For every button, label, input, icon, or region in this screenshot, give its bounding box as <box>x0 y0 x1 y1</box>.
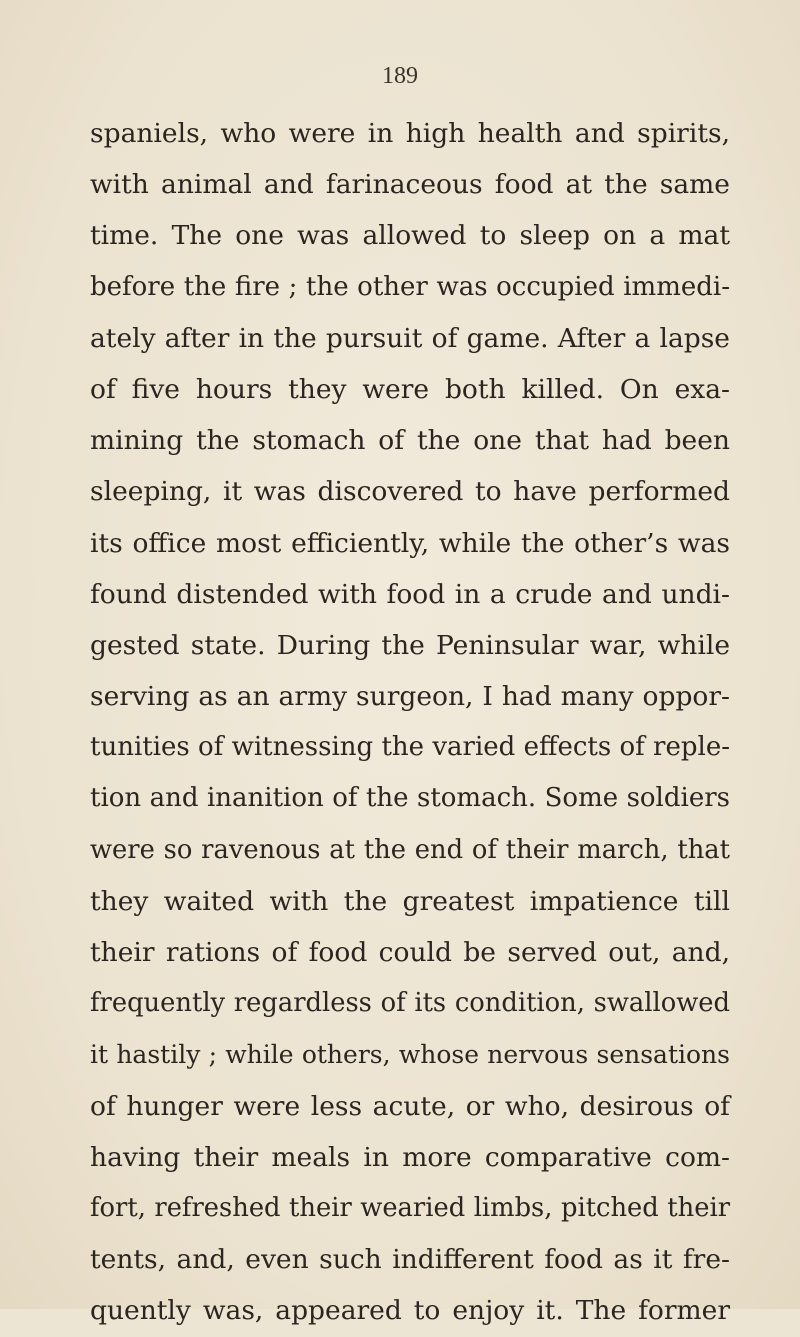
text-line: mining the stomach of the one that had been <box>90 425 730 457</box>
text-line: frequently regardless of its condition, swallowed <box>90 988 730 1019</box>
text-line: fort, refreshed their wearied limbs, pitched their <box>90 1192 730 1223</box>
text-line: serving as an army surgeon, I had many oppor- <box>90 681 730 713</box>
text-line: they waited with the greatest impatience till <box>90 885 730 917</box>
text-line: found distended with food in a crude and undi- <box>90 578 730 610</box>
body-text <box>90 108 730 1337</box>
text-line: their rations of food could be served out, and, <box>90 937 730 968</box>
text-line: tion and inanition of the stomach. Some soldiers <box>90 783 730 814</box>
text-line: it hastily ; while others, whose nervous sensations <box>90 1040 730 1070</box>
text-line: were so ravenous at the end of their march, that <box>90 834 730 865</box>
text-line: spaniels, who were in high health and spirits, <box>90 118 730 149</box>
text-line: gested state. During the Peninsular war, while <box>90 629 730 661</box>
text-line: ately after in the pursuit of game. After a lapse <box>90 322 730 354</box>
text-line: of hunger were less acute, or who, desirous of <box>90 1090 730 1122</box>
text-line: tunities of witnessing the varied effects of reple- <box>90 732 730 763</box>
text-line: having their meals in more comparative com- <box>90 1141 730 1173</box>
text-line: sleeping, it was discovered to have performed <box>90 476 730 508</box>
text-line: tents, and, even such indifferent food as it fre- <box>90 1244 730 1276</box>
text-line: quently was, appeared to enjoy it. The former <box>90 1295 730 1327</box>
page-number: 189 <box>382 63 418 89</box>
text-line: before the fire ; the other was occupied immedi- <box>90 271 730 302</box>
text-line: its office most efficiently, while the other’s was <box>90 527 730 559</box>
text-line: time. The one was allowed to sleep on a mat <box>90 220 730 252</box>
text-line: with animal and farinaceous food at the same <box>90 169 730 201</box>
text-line: of five hours they were both killed. On exa- <box>90 373 730 405</box>
